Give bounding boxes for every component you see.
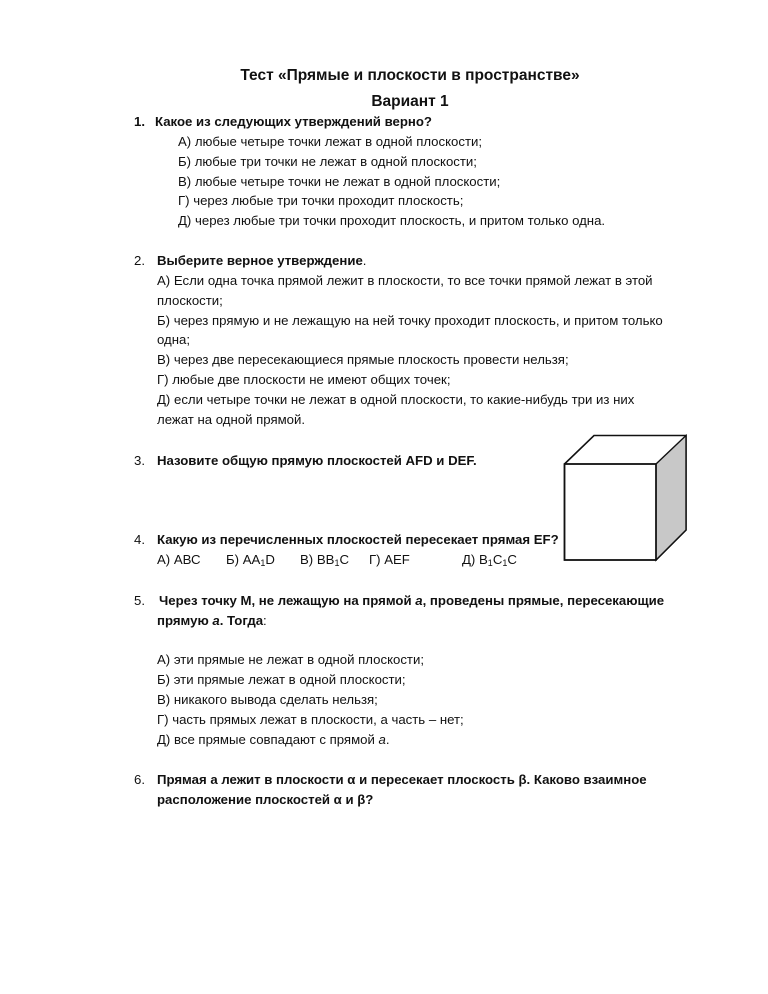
cube-figure bbox=[563, 434, 689, 564]
q5-opt-e-b: . bbox=[385, 732, 390, 747]
q5-number: 5. bbox=[134, 593, 145, 608]
q2-line-6: Г) любые две плоскости не имеют общих точек; bbox=[157, 372, 451, 387]
q2-line-5: В) через две пересекающиеся прямые плоскость провести нельзя; bbox=[157, 352, 569, 367]
q6-number: 6. bbox=[134, 772, 145, 787]
q5-question-line-2 bbox=[157, 611, 267, 631]
q4-option-c-sub: 1 bbox=[334, 558, 340, 568]
q5-option-d: Г) часть прямых лежат в плоскости, а часть – нет; bbox=[157, 712, 464, 727]
q5-line1-a: Через точку М, не лежащую на прямой bbox=[159, 593, 416, 608]
q4-option-b-pre: Б) АА bbox=[226, 552, 261, 567]
q2-number: 2. bbox=[134, 253, 145, 268]
q1-option-e: Д) через любые три точки проходит плоскость, и притом только одна. bbox=[178, 213, 606, 228]
q2-line-3: Б) через прямую и не лежащую на ней точку проходит плоскость, и притом только bbox=[157, 313, 663, 328]
q5-question-line-1 bbox=[159, 591, 664, 611]
q6-question-line-2: расположение плоскостей α и β? bbox=[157, 792, 374, 807]
q4-option-e bbox=[462, 550, 517, 572]
q1-question: Какое из следующих утверждений верно? bbox=[155, 114, 432, 129]
q4-option-b-sub: 1 bbox=[260, 558, 266, 568]
q4-option-e-mid: С bbox=[492, 552, 503, 567]
q2-question-text: Выберите верное утверждение bbox=[157, 253, 363, 268]
q4-number: 4. bbox=[134, 532, 145, 547]
q5-opt-e-a: Д) все прямые совпадают с прямой bbox=[157, 732, 379, 747]
q1-number: 1. bbox=[134, 114, 145, 129]
q4-option-c bbox=[300, 550, 349, 572]
q4-option-e-sub1: 1 bbox=[487, 558, 493, 568]
q5-line2-b: . Тогда bbox=[219, 613, 264, 628]
q2-line-4: одна; bbox=[157, 332, 191, 347]
q3-question: Назовите общую прямую плоскостей AFD и DEF. bbox=[157, 453, 477, 468]
q4-option-e-pre: Д) В bbox=[462, 552, 488, 567]
q2-question-period: . bbox=[362, 253, 367, 268]
q2-line-8: лежат на одной прямой. bbox=[157, 412, 306, 427]
q5-option-e bbox=[157, 730, 390, 750]
q4-option-b bbox=[226, 550, 275, 572]
q4-option-e-sub2: 1 bbox=[502, 558, 508, 568]
q5-option-b: Б) эти прямые лежат в одной плоскости; bbox=[157, 672, 406, 687]
q2-line-2: плоскости; bbox=[157, 293, 223, 308]
q5-line2-a: прямую bbox=[157, 613, 213, 628]
q5-line2-var: а bbox=[212, 613, 220, 628]
q4-option-e-post: С bbox=[507, 552, 517, 567]
q5-opt-e-var: а bbox=[378, 732, 386, 747]
q3-number: 3. bbox=[134, 453, 145, 468]
q2-question bbox=[157, 251, 366, 271]
q1-option-b: Б) любые три точки не лежат в одной плоскости; bbox=[178, 154, 477, 169]
q1-option-c: В) любые четыре точки не лежат в одной плоскости; bbox=[178, 174, 501, 189]
q4-question: Какую из перечисленных плоскостей пересекает прямая EF? bbox=[157, 532, 559, 547]
q1-option-d: Г) через любые три точки проходит плоскость; bbox=[178, 193, 464, 208]
q5-option-c: В) никакого вывода сделать нельзя; bbox=[157, 692, 378, 707]
q2-line-1: А) Если одна точка прямой лежит в плоскости, то все точки прямой лежат в этой bbox=[157, 273, 653, 288]
q6-question-line-1: Прямая а лежит в плоскости α и пересекает плоскость β. Каково взаимное bbox=[157, 772, 647, 787]
q1-option-a: А) любые четыре точки лежат в одной плоскости; bbox=[178, 134, 483, 149]
q4-option-b-post: D bbox=[265, 552, 275, 567]
q4-option-a: А) АВС bbox=[157, 552, 201, 567]
variant-title: Вариант 1 bbox=[371, 93, 449, 110]
q5-line2-colon: : bbox=[263, 613, 267, 628]
q4-option-c-pre: В) ВВ bbox=[300, 552, 335, 567]
q4-option-d: Г) АЕF bbox=[369, 552, 410, 567]
q4-option-c-post: С bbox=[339, 552, 349, 567]
test-title: Тест «Прямые и плоскости в пространстве» bbox=[240, 67, 580, 84]
q5-line1-var: а bbox=[415, 593, 423, 608]
q5-line1-b: , проведены прямые, пересекающие bbox=[422, 593, 665, 608]
q5-option-a: А) эти прямые не лежат в одной плоскости; bbox=[157, 652, 424, 667]
q2-line-7: Д) если четыре точки не лежат в одной плоскости, то какие-нибудь три из них bbox=[157, 392, 635, 407]
